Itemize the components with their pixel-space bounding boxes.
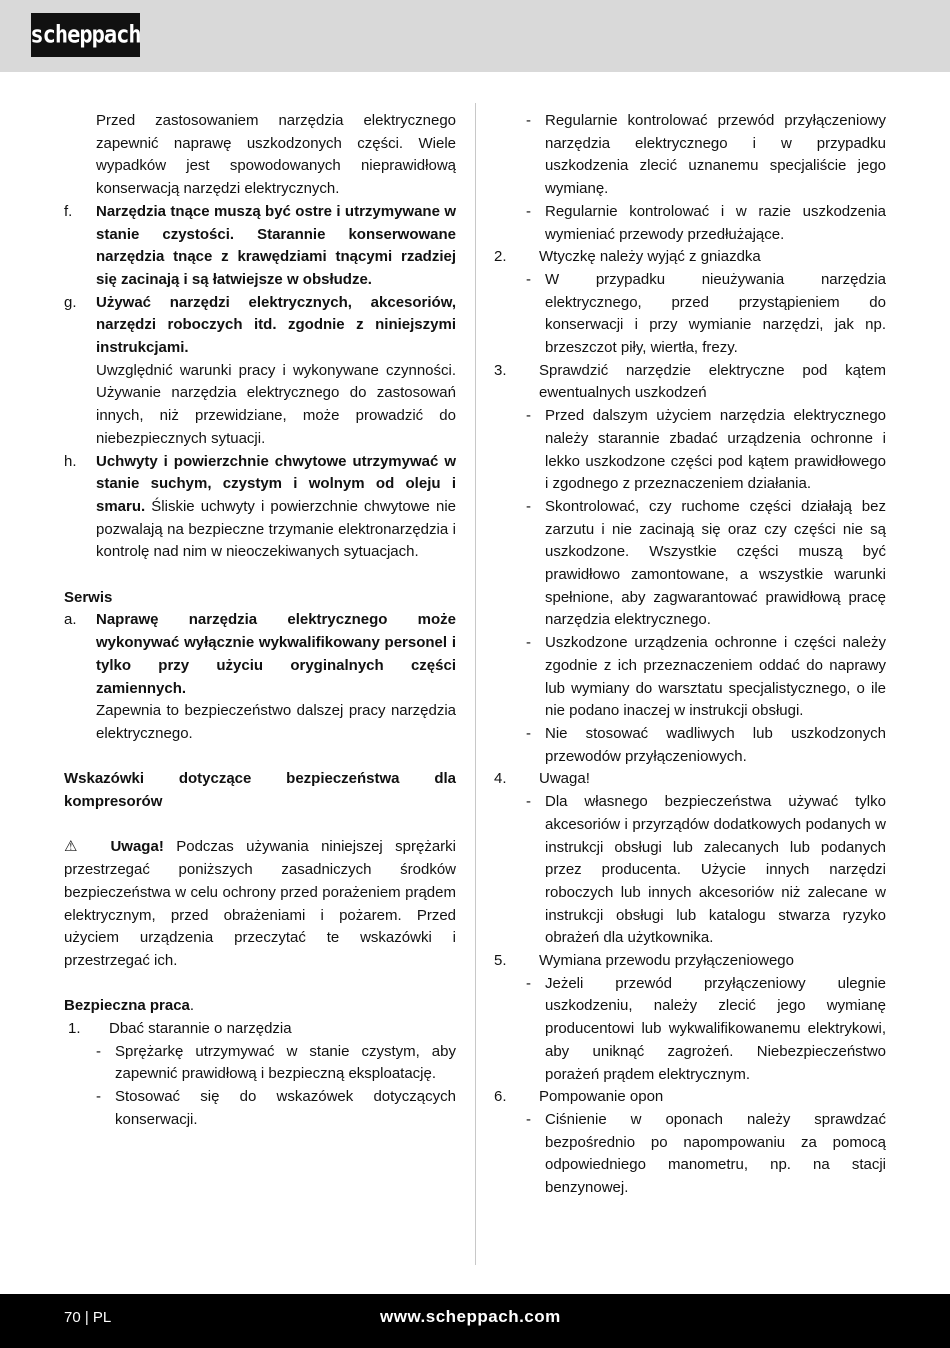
dash-item: - Stosować się do wskazówek dotyczących konserwacji. [96,1088,456,1128]
list-text: Zapewnia to bezpieczeństwo dalszej pracy narzędzia elektrycznego. [96,702,456,742]
dash-item: - Uszkodzone urządzenia ochronne i części należy zgodnie z ich przeznaczeniem oddać do naprawy lub wymiany do warsztatu specjalistycznego, o ile nie podano inaczej w instrukcji obsługi. [526,634,886,720]
numbered-item-3: 3. Sprawdzić narzędzie elektryczne pod kątem ewentualnych uszkodzeń [494,361,886,402]
dash-item: - Przed dalszym użyciem narzędzia elektrycznego należy starannie zbadać urządzenia ochronne i lekko uszkodzone części pod kątem prawidłowego i zgodnego z przeznaczeniem działania. [526,407,886,493]
warning-label: Uwaga! [110,838,164,856]
dash-item: - Jeżeli przewód przyłączeniowy ulegnie uszkodzeniu, należy zlecić jego wymianę producentowi lub wykwalifikowanemu elektrykowi, aby uniknąć zagrożeń. Niebezpieczeństwo porażeń prądem elektrycznym. [526,974,886,1083]
list-label: h. [64,452,77,470]
left-column [64,110,456,1132]
website-link[interactable]: www.scheppach.com [380,1307,561,1326]
list-text-bold: Uchwyty i powierzchnie chwytowe utrzymywać w stanie suchym, czystym i wolnym od oleju i smaru. [96,452,456,515]
list-item-h [64,451,456,565]
footer-bar [0,1294,950,1348]
numbered-item-5: 5. Wymiana przewodu przyłączeniowego [494,952,794,970]
numbered-item-4: 4. Uwaga! [494,770,590,788]
column-divider [475,103,476,1265]
list-label: g. [64,293,77,311]
list-label: a. [64,611,77,629]
number-label: 1. [68,1020,81,1038]
number-text: Dbać starannie o narzędzia [109,1020,292,1038]
list-text-bold: Używać narzędzi elektrycznych, akcesoriów, narzędzi roboczych itd. zgodnie z niniejszymi instrukcjami. [96,293,456,357]
dash-item: - Regularnie kontrolować przewód przyłączeniowy narzędzia elektrycznego i w przypadku uszkodzenia zlecić uznanemu specjaliście jego wymianę. [526,112,886,198]
warning-paragraph [64,836,456,972]
section-heading-serwis: Serwis [64,588,113,606]
paragraph: Przed zastosowaniem narzędzia elektrycznego zapewnić naprawę uszkodzonych części. Wiele wypadków jest spowodowanych nieprawidłową konserwacją narzędzi elektrycznych. [96,112,456,198]
warning-icon: ⚠ [64,838,86,856]
list-label: f. [64,202,73,220]
list-text: Śliskie uchwyty i powierzchnie chwytowe nie pozwalają na bezpieczne trzymanie elektronarzędzia i kontrolę nad nim w nieoczekiwanych sytuacjach. [96,497,457,561]
page-number: 70 | PL [64,1309,112,1326]
numbered-item-2: 2. Wtyczkę należy wyjąć z gniazdka [494,248,761,266]
warning-text: Podczas używania niniejszej sprężarki przestrzegać poniższych zasadniczych środków bezpieczeństwa w celu ochrony przed porażeniem prądem elektrycznym, przed obrażeniami i pożarem. Przed użyciem urządzenia przeczytać te wskazówki i przestrzegać ich. [64,838,457,969]
list-item-a [64,609,456,745]
scheppach-logo: scheppach [31,13,140,57]
section-heading-compressor: Wskazówki dotyczące bezpieczeństwa dla kompresorów [64,770,456,811]
dash-item: - Regularnie kontrolować i w razie uszkodzenia wymieniać przewody przedłużające. [526,202,886,243]
section-heading-safe-work: Bezpieczna praca. [64,997,195,1015]
dash-item: - Sprężarkę utrzymywać w stanie czystym, aby zapewnić prawidłową i bezpieczną eksploatację. [96,1042,456,1083]
numbered-item-1 [64,1018,456,1041]
dash-item: - Dla własnego bezpieczeństwa używać tylko akcesoriów i przyrządów dodatkowych podanych w instrukcji obsługi lub zalecanych lub podanych przez producenta. Użycie innych narzędzi roboczych lub innych akcesoriów niż zalecane w instrukcji obsługi lub katalogu stwarza ryzyko obrażeń dla użytkownika. [526,793,886,947]
list-text-bold: Naprawę narzędzia elektrycznego może wykonywać wyłącznie wykwalifikowany personel i tylko przy użyciu oryginalnych części zamiennych. [96,611,456,697]
dash-item: - W przypadku nieużywania narzędzia elektrycznego, przed przystąpieniem do konserwacji i przy wymianie narzędzi, jak np. brzeszczot piły, wiertła, frezy. [526,270,886,357]
list-item-f [64,201,456,292]
list-text: Uwzględnić warunki pracy i wykonywane czynności. Używanie narzędzia elektrycznego do zastosowań innych, niż przewidziane, może prowadzić do niebezpiecznych sytuacji. [96,361,456,447]
dash-item: - Skontrolować, czy ruchome części działają bez zarzutu i nie zacinają się oraz czy części nie są uszkodzone. Wszystkie części muszą być prawidłowo zamontowane, a wszystkie warunki spełnione, aby zagwarantować prawidłową pracę narzędzia elektrycznego. [526,497,886,629]
dash-item: - Nie stosować wadliwych lub uszkodzonych przewodów przyłączeniowych. [526,724,886,765]
right-column [494,110,886,1200]
list-text: Narzędzia tnące muszą być ostre i utrzymywane w stanie czystości. Starannie konserwowane narzędzia tnące z krawędziami tnącymi rzadziej się zacinają i są łatwiejsze w obsłudze. [96,202,456,288]
dash-item: - Ciśnienie w oponach należy sprawdzać bezpośrednio po napompowaniu za pomocą odpowiedniego manometru, np. na stacji benzynowej. [526,1110,886,1197]
list-item-g [64,292,456,451]
numbered-item-6: 6. Pompowanie opon [494,1088,664,1106]
header-bar [0,0,950,72]
